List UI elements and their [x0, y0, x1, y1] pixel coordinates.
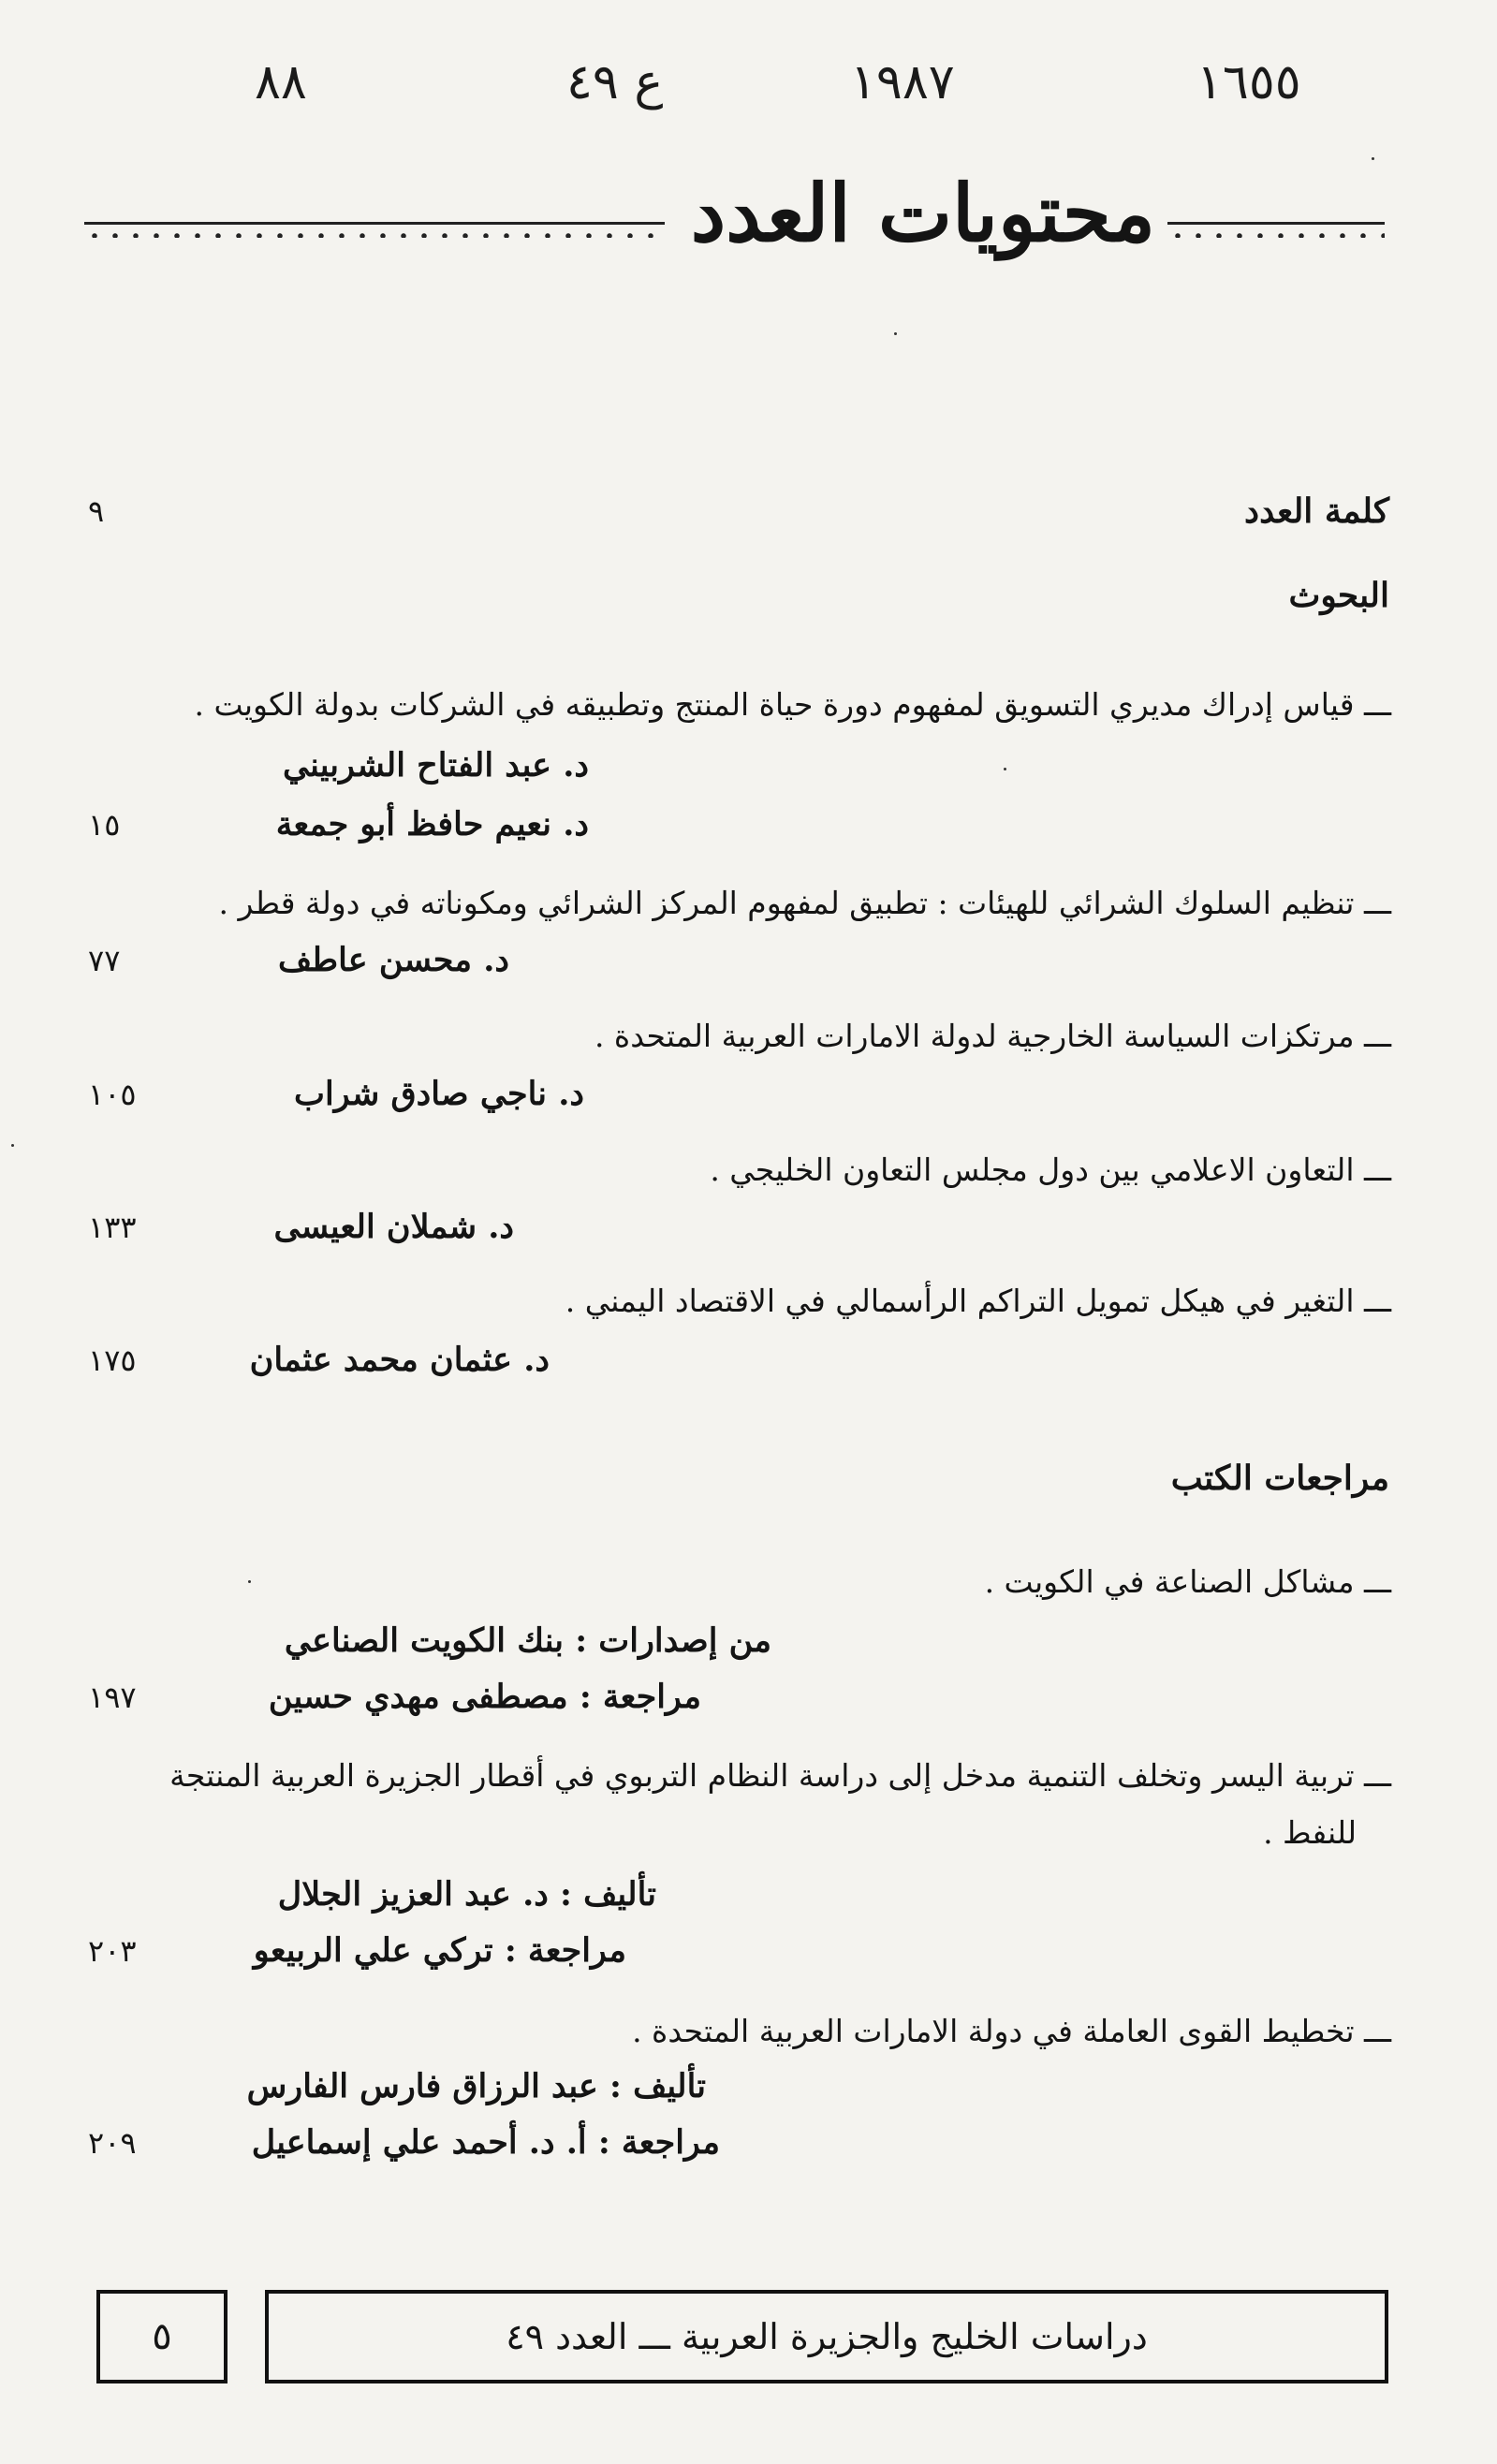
research-4-title: ـــ التعاون الاعلامي بين دول مجلس التعاون الخليجي .	[710, 1151, 1391, 1188]
research-2-author: د. محسن عاطف	[278, 941, 509, 979]
handwritten-code: ١٦٥٥	[1196, 54, 1301, 110]
research-2-title: ـــ تنظيم السلوك الشرائي للهيئات : تطبيق لمفهوم المركز الشرائي ومكوناته في دولة قطر .	[218, 885, 1391, 921]
header-rule-left	[84, 222, 665, 238]
review-3-title: ـــ تخطيط القوى العاملة في دولة الامارات العربية المتحدة .	[632, 2013, 1391, 2049]
reviews-heading: مراجعات الكتب	[1170, 1459, 1389, 1498]
research-3-author: د. ناجي صادق شراب	[294, 1075, 584, 1113]
research-1-page: ١٥	[88, 807, 121, 843]
research-1-author-2: د. نعيم حافظ أبو جمعة	[275, 805, 589, 843]
research-4-author: د. شملان العيسى	[273, 1208, 514, 1246]
page-title: محتويات العدد	[690, 167, 1155, 259]
research-5-title: ـــ التغير في هيكل تمويل التراكم الرأسمالي في الاقتصاد اليمني .	[565, 1283, 1391, 1319]
handwritten-issue-number: ع ٤٩	[566, 54, 664, 110]
scan-speck	[1372, 157, 1374, 160]
footer-page-number: ٥	[152, 2315, 172, 2358]
editorial-label: كلمة العدد	[1244, 491, 1389, 531]
research-3-title: ـــ مرتكزات السياسة الخارجية لدولة الامارات العربية المتحدة .	[594, 1018, 1391, 1054]
handwritten-note-left: ٨٨	[255, 54, 307, 110]
scan-speck	[894, 332, 897, 335]
scan-speck	[1004, 768, 1006, 770]
review-1-page: ١٩٧	[88, 1679, 137, 1715]
editorial-page: ٩	[88, 493, 105, 529]
research-4-page: ١٣٣	[88, 1210, 137, 1245]
review-3-page: ٢٠٩	[88, 2125, 137, 2161]
review-3-reviewer: مراجعة : أ. د. أحمد علي إسماعيل	[251, 2123, 720, 2162]
review-2-reviewer: مراجعة : تركي علي الربيعو	[253, 1931, 626, 1970]
footer-journal-box	[265, 2290, 1388, 2383]
scan-speck	[11, 1144, 14, 1147]
research-1-author-1: د. عبد الفتاح الشربيني	[282, 746, 589, 785]
research-1-title: ـــ قياس إدراك مديري التسويق لمفهوم دورة حياة المنتج وتطبيقه في الشركات بدولة الكويت .	[194, 686, 1391, 723]
footer-journal-title: دراسات الخليج والجزيرة العربية ـــ العدد ٤٩	[506, 2316, 1148, 2357]
research-3-page: ١٠٥	[88, 1077, 137, 1112]
research-2-page: ٧٧	[88, 943, 121, 978]
review-2-page: ٢٠٣	[88, 1933, 137, 1969]
review-2-title-continued: للنفط .	[1263, 1814, 1357, 1851]
research-5-author: د. عثمان محمد عثمان	[249, 1341, 550, 1379]
scan-speck	[248, 1580, 251, 1583]
review-2-title: ـــ تربية اليسر وتخلف التنمية مدخل إلى دراسة النظام التربوي في أقطار الجزيرة العربية المنتجة	[169, 1757, 1391, 1794]
review-3-author: تأليف : عبد الرزاق فارس الفارس	[246, 2067, 706, 2105]
header-rule-right	[1167, 222, 1385, 238]
research-heading: البحوث	[1288, 576, 1389, 615]
review-1-reviewer: مراجعة : مصطفى مهدي حسين	[268, 1678, 701, 1716]
review-1-publisher: من إصدارات : بنك الكويت الصناعي	[284, 1621, 771, 1660]
review-2-author: تأليف : د. عبد العزيز الجلال	[277, 1875, 656, 1914]
handwritten-year: ١٩٨٧	[850, 54, 955, 110]
review-1-title: ـــ مشاكل الصناعة في الكويت .	[984, 1563, 1391, 1600]
research-5-page: ١٧٥	[88, 1342, 137, 1378]
footer-page-number-box	[96, 2290, 227, 2383]
